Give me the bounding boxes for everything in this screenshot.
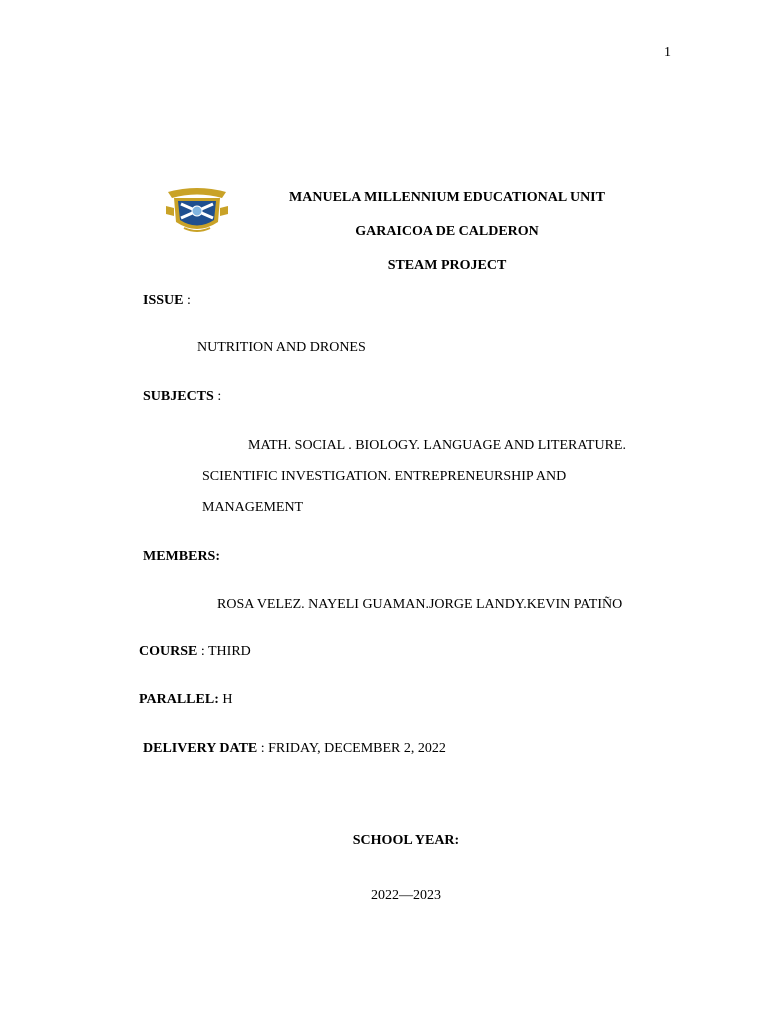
delivery-row: [143, 741, 446, 757]
course-value: : THIRD: [197, 644, 251, 659]
delivery-value: : FRIDAY, DECEMBER 2, 2022: [257, 741, 446, 756]
location-title: GARAICOA DE CALDERON: [355, 224, 539, 239]
members-label: MEMBERS:: [143, 549, 220, 564]
issue-label: ISSUE: [143, 293, 184, 308]
parallel-value: H: [218, 692, 233, 707]
subjects-separator: :: [213, 389, 222, 404]
course-row: [139, 644, 251, 660]
issue-row: [143, 293, 191, 309]
delivery-label: DELIVERY DATE: [143, 741, 258, 756]
school-year-label: SCHOOL YEAR:: [352, 833, 460, 848]
page-number: 1: [664, 45, 671, 60]
members-value: ROSA VELEZ. NAYELI GUAMAN.JORGE LANDY.KEVIN PATIÑO: [217, 597, 623, 612]
parallel-label: PARALLEL:: [139, 692, 219, 707]
parallel-row: [139, 692, 232, 708]
school-crest-icon: [164, 186, 230, 236]
issue-separator: :: [183, 293, 191, 308]
subjects-line-1: MATH. SOCIAL . BIOLOGY. LANGUAGE AND LITERATURE.: [248, 438, 626, 453]
subjects-row: [143, 389, 221, 405]
subjects-label: SUBJECTS: [143, 389, 214, 404]
subjects-line-3: MANAGEMENT: [202, 500, 304, 515]
school-year-value: 2022—2023: [371, 888, 441, 903]
institution-title: MANUELA MILLENNIUM EDUCATIONAL UNIT: [289, 190, 605, 205]
project-title: STEAM PROJECT: [387, 258, 507, 273]
course-label: COURSE: [139, 644, 198, 659]
subjects-line-2: SCIENTIFIC INVESTIGATION. ENTREPRENEURSHIP AND: [202, 469, 567, 484]
issue-value: NUTRITION AND DRONES: [197, 340, 366, 355]
